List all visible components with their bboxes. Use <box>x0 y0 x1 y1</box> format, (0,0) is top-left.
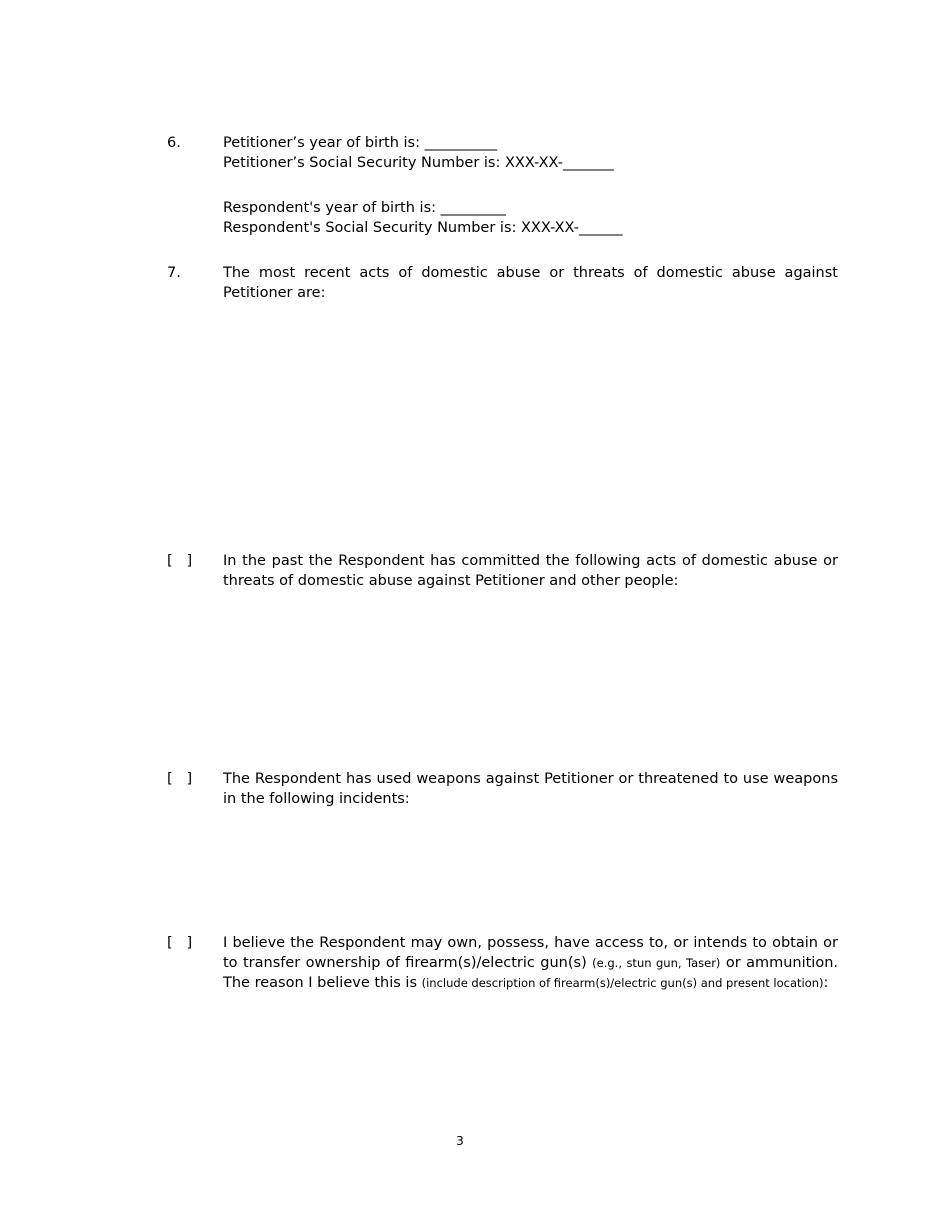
weapons-text: The Respondent has used weapons against Petitioner or threatened to use weapons in the following incidents: <box>223 771 838 807</box>
weapons-checkbox[interactable]: [ ] <box>167 771 193 787</box>
respondent-ssn: Respondent's Social Security Number is: XXX-XX-______ <box>223 220 623 236</box>
firearms-text-a: I believe the Respondent may own, possess, have access to, or intends to obtain or to transfer ownership of firearm(s)/electric gun(s) <box>223 935 838 971</box>
weapons-section <box>167 769 838 814</box>
firearms-example-note: (e.g., stun gun, Taser) <box>592 956 721 970</box>
respondent-birth-year: Respondent's year of birth is: _________ <box>223 200 506 216</box>
petitioner-birth-year: Petitioner’s year of birth is: __________ <box>223 135 498 151</box>
firearms-text-c: : <box>823 975 829 991</box>
item-6-number: 6. <box>167 135 181 151</box>
firearms-text <box>223 933 838 993</box>
past-acts-checkbox[interactable]: [ ] <box>167 553 193 569</box>
past-acts-section <box>167 551 838 596</box>
item-6-birth-and-ssn <box>167 133 838 248</box>
past-acts-text: In the past the Respondent has committed the following acts of domestic abuse or threats of domestic abuse against Petitioner and other people: <box>223 553 838 589</box>
item-7-recent-acts <box>167 263 838 308</box>
petitioner-ssn: Petitioner’s Social Security Number is: XXX-XX-_______ <box>223 155 614 171</box>
item-7-text: The most recent acts of domestic abuse or threats of domestic abuse against Petitioner are: <box>223 265 838 301</box>
firearms-description-note: (include description of firearm(s)/electric gun(s) and present location) <box>421 976 824 990</box>
item-6-body <box>223 133 838 238</box>
firearms-text-b: or ammunition. The reason I believe this is <box>223 955 839 991</box>
firearms-checkbox[interactable]: [ ] <box>167 935 193 951</box>
firearms-section <box>167 933 838 1018</box>
item-7-number: 7. <box>167 265 181 281</box>
page-number: 3 <box>456 1134 464 1148</box>
